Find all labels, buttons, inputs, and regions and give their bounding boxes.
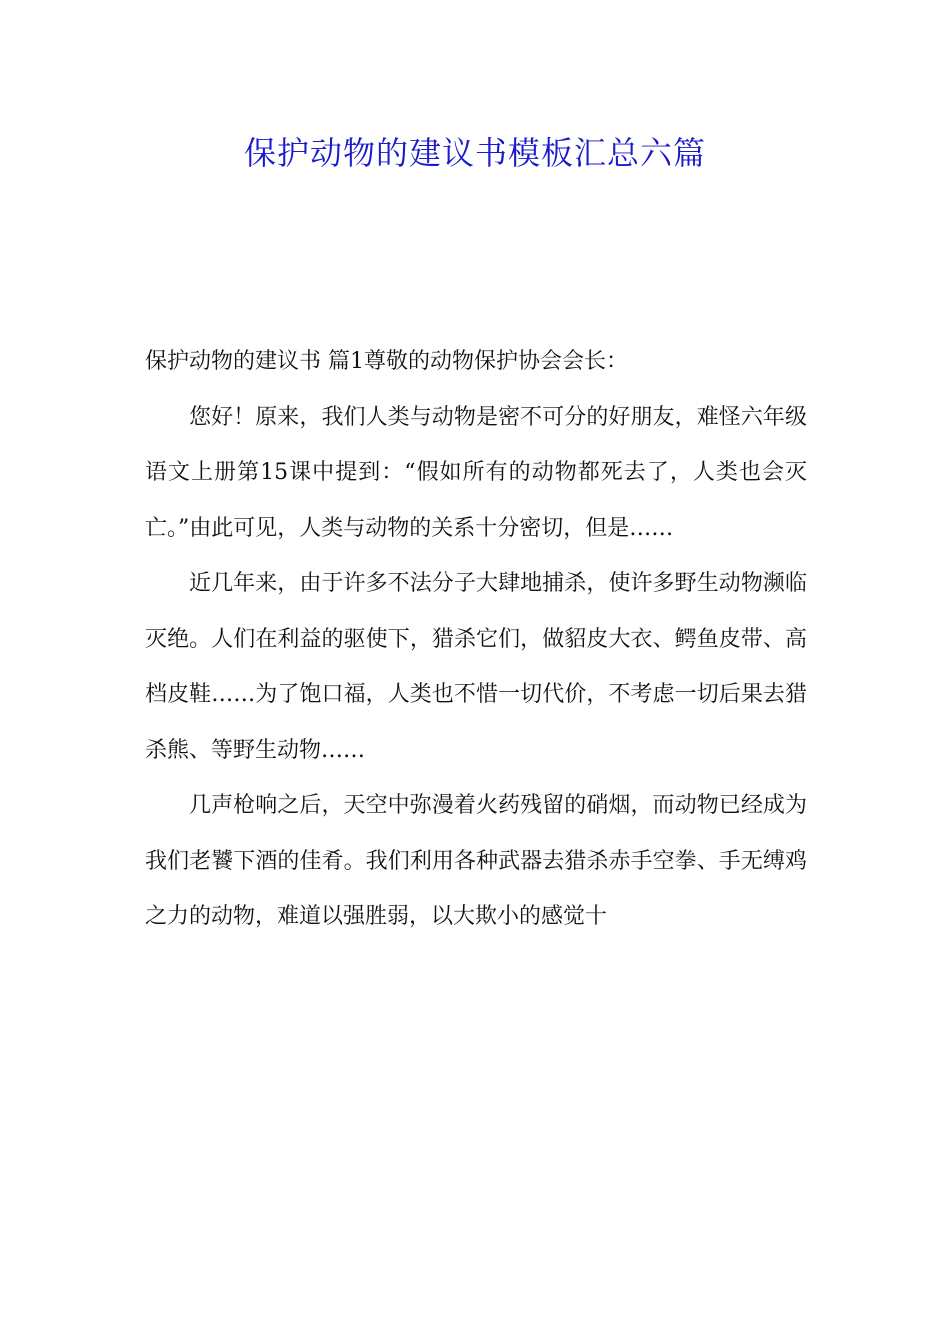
paragraph-gunshots: 几声枪响之后，天空中弥漫着火药残留的硝烟，而动物已经成为我们老饕下酒的佳肴。我们利用各种武器去猎杀赤手空拳、手无缚鸡之力的动物，难道以强胜弱，以大欺小的感觉十: [145, 793, 807, 929]
paragraph-hunting: 近几年来，由于许多不法分子大肆地捕杀，使许多野生动物濒临灭绝。人们在利益的驱使下，猎杀它们，做貂皮大衣、鳄鱼皮带、高档皮鞋……为了饱口福，人类也不惜一切代价，不考虑一切后果去猎杀熊、等野生动物……: [145, 571, 807, 763]
document-body: [145, 334, 807, 945]
document-title: 保护动物的建议书模板汇总六篇: [243, 134, 706, 172]
paragraph-salutation: 保护动物的建议书 篇1尊敬的动物保护协会会长：: [145, 349, 628, 374]
paragraph-greeting: 您好！原来，我们人类与动物是密不可分的好朋友，难怪六年级语文上册第15课中提到：“假如所有的动物都死去了，人类也会灭亡。”由此可见，人类与动物的关系十分密切，但是……: [145, 404, 807, 541]
